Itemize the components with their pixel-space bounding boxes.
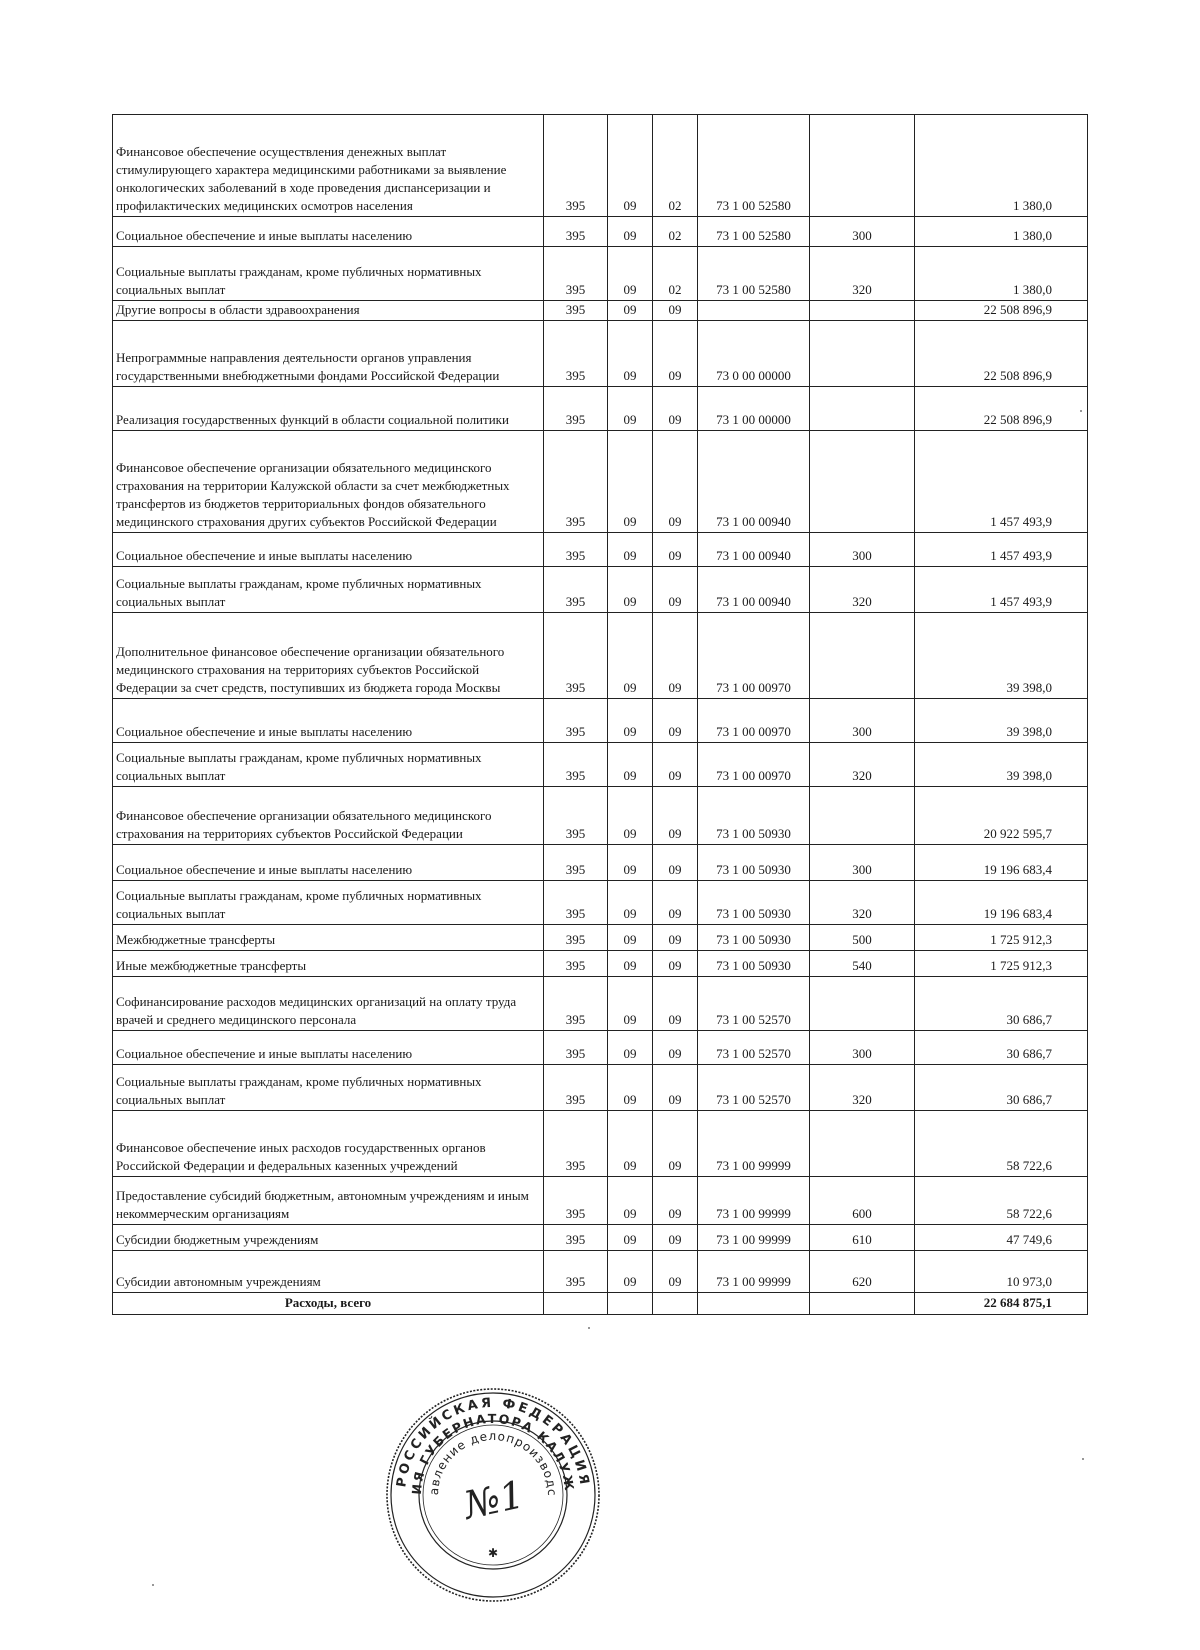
cell-vr: 320 [810,247,915,301]
cell-amount: 39 398,0 [915,699,1088,743]
cell-amount: 47 749,6 [915,1225,1088,1251]
cell-pr [653,1293,698,1315]
cell-ved: 395 [544,699,608,743]
seal-inner-text: авление делопроизводс [426,1428,560,1497]
cell-name: Субсидии бюджетным учреждениям [113,1225,544,1251]
cell-name: Финансовое обеспечение организации обязательного медицинского страхования на территории Калужской области за счет межбюджетных трансфертов из бюджетов территориальных фондов обязательного медицинского страхования других субъектов Российской Федерации [113,431,544,533]
cell-rz: 09 [608,881,653,925]
cell-rz: 09 [608,533,653,567]
cell-ved: 395 [544,1251,608,1293]
cell-csr: 73 1 00 52570 [698,1065,810,1111]
cell-amount: 22 508 896,9 [915,321,1088,387]
table-row [113,1225,1088,1251]
cell-vr [810,301,915,321]
cell-csr: 73 1 00 52580 [698,115,810,217]
cell-csr: 73 1 00 00940 [698,533,810,567]
cell-pr: 09 [653,951,698,977]
cell-ved: 395 [544,925,608,951]
cell-amount: 1 725 912,3 [915,951,1088,977]
cell-rz: 09 [608,387,653,431]
scan-speck [588,1327,590,1329]
cell-amount: 20 922 595,7 [915,787,1088,845]
cell-vr [810,977,915,1031]
cell-rz: 09 [608,1225,653,1251]
cell-amount: 1 380,0 [915,115,1088,217]
cell-csr: 73 1 00 52580 [698,217,810,247]
cell-pr: 02 [653,217,698,247]
cell-ved: 395 [544,1065,608,1111]
cell-csr: 73 0 00 00000 [698,321,810,387]
table-body [113,115,1088,1315]
scan-speck [1080,410,1082,412]
cell-rz: 09 [608,613,653,699]
cell-pr: 09 [653,1031,698,1065]
cell-rz: 09 [608,787,653,845]
cell-vr: 320 [810,1065,915,1111]
cell-ved: 395 [544,1225,608,1251]
cell-name: Социальное обеспечение и иные выплаты населению [113,699,544,743]
cell-pr: 09 [653,301,698,321]
scan-speck [1082,1458,1084,1460]
cell-ved: 395 [544,1031,608,1065]
cell-amount: 39 398,0 [915,613,1088,699]
cell-amount: 30 686,7 [915,1065,1088,1111]
cell-amount: 1 380,0 [915,247,1088,301]
cell-csr: 73 1 00 52570 [698,1031,810,1065]
cell-rz: 09 [608,1251,653,1293]
cell-amount: 1 380,0 [915,217,1088,247]
cell-rz [608,1293,653,1315]
cell-rz: 09 [608,301,653,321]
cell-name: Социальное обеспечение и иные выплаты населению [113,217,544,247]
cell-vr: 620 [810,1251,915,1293]
cell-ved: 395 [544,1177,608,1225]
cell-rz: 09 [608,1031,653,1065]
cell-amount: 39 398,0 [915,743,1088,787]
table-row [113,1065,1088,1111]
cell-pr: 09 [653,787,698,845]
cell-csr: 73 1 00 50930 [698,845,810,881]
cell-name: Социальные выплаты гражданам, кроме публичных нормативных социальных выплат [113,247,544,301]
table-row [113,387,1088,431]
cell-name: Финансовое обеспечение организации обязательного медицинского страхования на территориях субъектов Российской Федерации [113,787,544,845]
cell-vr: 300 [810,699,915,743]
cell-name: Социальные выплаты гражданам, кроме публичных нормативных социальных выплат [113,881,544,925]
cell-name: Финансовое обеспечение иных расходов государственных органов Российской Федерации и федеральных казенных учреждений [113,1111,544,1177]
cell-ved: 395 [544,321,608,387]
table-row [113,301,1088,321]
cell-vr [810,1293,915,1315]
cell-pr: 09 [653,743,698,787]
cell-csr: 73 1 00 50930 [698,881,810,925]
cell-csr: 73 1 00 99999 [698,1251,810,1293]
cell-csr: 73 1 00 00970 [698,613,810,699]
cell-vr: 300 [810,1031,915,1065]
cell-name: Межбюджетные трансферты [113,925,544,951]
cell-csr [698,301,810,321]
cell-ved: 395 [544,613,608,699]
cell-vr [810,431,915,533]
cell-name: Софинансирование расходов медицинских организаций на оплату труда врачей и среднего медицинского персонала [113,977,544,1031]
cell-rz: 09 [608,743,653,787]
cell-ved [544,1293,608,1315]
table-row [113,787,1088,845]
cell-csr: 73 1 00 00970 [698,743,810,787]
cell-csr: 73 1 00 00000 [698,387,810,431]
cell-rz: 09 [608,845,653,881]
cell-vr: 320 [810,881,915,925]
cell-rz: 09 [608,1111,653,1177]
table-row [113,567,1088,613]
cell-pr: 09 [653,699,698,743]
cell-amount: 58 722,6 [915,1111,1088,1177]
cell-name: Социальные выплаты гражданам, кроме публичных нормативных социальных выплат [113,1065,544,1111]
cell-rz: 09 [608,321,653,387]
cell-vr: 300 [810,533,915,567]
cell-rz: 09 [608,1177,653,1225]
table-row [113,1177,1088,1225]
table-row [113,613,1088,699]
cell-pr: 09 [653,431,698,533]
cell-amount: 19 196 683,4 [915,881,1088,925]
cell-pr: 09 [653,321,698,387]
cell-amount: 19 196 683,4 [915,845,1088,881]
cell-name: Социальные выплаты гражданам, кроме публичных нормативных социальных выплат [113,567,544,613]
table-row [113,881,1088,925]
cell-csr: 73 1 00 00940 [698,567,810,613]
table-row [113,1251,1088,1293]
scan-speck [152,1584,154,1586]
cell-ved: 395 [544,977,608,1031]
cell-csr: 73 1 00 50930 [698,925,810,951]
seal-graphic [383,1385,603,1605]
cell-amount: 22 508 896,9 [915,301,1088,321]
cell-pr: 09 [653,1111,698,1177]
cell-pr: 09 [653,881,698,925]
cell-ved: 395 [544,567,608,613]
seal-outer-text: РОССИЙСКАЯ ФЕДЕРАЦИЯ [394,1395,592,1489]
cell-vr: 500 [810,925,915,951]
cell-name: Иные межбюджетные трансферты [113,951,544,977]
cell-pr: 09 [653,1065,698,1111]
cell-rz: 09 [608,925,653,951]
table-row [113,951,1088,977]
table-row [113,699,1088,743]
seal-number: №1 [460,1472,529,1528]
cell-pr: 09 [653,533,698,567]
cell-pr: 09 [653,387,698,431]
cell-ved: 395 [544,387,608,431]
cell-pr: 02 [653,115,698,217]
cell-vr [810,387,915,431]
cell-name: Другие вопросы в области здравоохранения [113,301,544,321]
cell-rz: 09 [608,217,653,247]
cell-rz: 09 [608,431,653,533]
cell-pr: 02 [653,247,698,301]
cell-amount: 30 686,7 [915,1031,1088,1065]
total-label: Расходы, всего [113,1293,544,1315]
cell-ved: 395 [544,1111,608,1177]
cell-rz: 09 [608,115,653,217]
cell-ved: 395 [544,787,608,845]
cell-rz: 09 [608,1065,653,1111]
table-row [113,977,1088,1031]
cell-pr: 09 [653,613,698,699]
cell-csr: 73 1 00 00940 [698,431,810,533]
cell-pr: 09 [653,567,698,613]
cell-csr: 73 1 00 52580 [698,247,810,301]
cell-vr: 540 [810,951,915,977]
cell-vr [810,613,915,699]
table-row [113,845,1088,881]
cell-amount: 22 508 896,9 [915,387,1088,431]
cell-vr: 300 [810,845,915,881]
cell-amount: 30 686,7 [915,977,1088,1031]
cell-ved: 395 [544,951,608,977]
total-row [113,1293,1088,1315]
table-row [113,247,1088,301]
cell-csr: 73 1 00 00970 [698,699,810,743]
cell-ved: 395 [544,115,608,217]
cell-rz: 09 [608,699,653,743]
cell-vr: 610 [810,1225,915,1251]
cell-vr: 300 [810,217,915,247]
cell-ved: 395 [544,743,608,787]
cell-name: Непрограммные направления деятельности органов управления государственными внебюджетными фондами Российской Федерации [113,321,544,387]
cell-csr: 73 1 00 99999 [698,1225,810,1251]
cell-vr: 600 [810,1177,915,1225]
cell-pr: 09 [653,1251,698,1293]
cell-csr: 73 1 00 50930 [698,787,810,845]
cell-ved: 395 [544,431,608,533]
cell-name: Социальное обеспечение и иные выплаты населению [113,533,544,567]
seal-star-icon: ✱ [487,1546,499,1560]
seal-ring-text: ИЯ ГУБЕРНАТОРА КАЛУЖ [408,1410,578,1496]
table-row [113,1111,1088,1177]
table-row [113,431,1088,533]
cell-vr [810,321,915,387]
cell-vr [810,787,915,845]
cell-rz: 09 [608,567,653,613]
cell-csr: 73 1 00 99999 [698,1111,810,1177]
cell-csr: 73 1 00 99999 [698,1177,810,1225]
cell-rz: 09 [608,247,653,301]
cell-amount: 1 457 493,9 [915,533,1088,567]
cell-amount: 10 973,0 [915,1251,1088,1293]
cell-ved: 395 [544,247,608,301]
cell-pr: 09 [653,845,698,881]
cell-ved: 395 [544,533,608,567]
table-row [113,217,1088,247]
cell-name: Дополнительное финансовое обеспечение организации обязательного медицинского страхования на территориях субъектов Российской Федерации за счет средств, поступивших из бюджета города Москвы [113,613,544,699]
table-row [113,115,1088,217]
cell-ved: 395 [544,845,608,881]
cell-name: Социальные выплаты гражданам, кроме публичных нормативных социальных выплат [113,743,544,787]
table-row [113,743,1088,787]
cell-csr [698,1293,810,1315]
cell-amount: 58 722,6 [915,1177,1088,1225]
table-row [113,1031,1088,1065]
cell-vr [810,115,915,217]
cell-amount: 1 457 493,9 [915,567,1088,613]
cell-csr: 73 1 00 52570 [698,977,810,1031]
cell-name: Реализация государственных функций в области социальной политики [113,387,544,431]
cell-name: Субсидии автономным учреждениям [113,1251,544,1293]
cell-name: Социальное обеспечение и иные выплаты населению [113,845,544,881]
cell-ved: 395 [544,217,608,247]
cell-name: Социальное обеспечение и иные выплаты населению [113,1031,544,1065]
cell-ved: 395 [544,881,608,925]
cell-rz: 09 [608,977,653,1031]
cell-pr: 09 [653,1225,698,1251]
cell-vr [810,1111,915,1177]
cell-ved: 395 [544,301,608,321]
cell-pr: 09 [653,925,698,951]
cell-rz: 09 [608,951,653,977]
total-amount: 22 684 875,1 [915,1293,1088,1315]
cell-csr: 73 1 00 50930 [698,951,810,977]
cell-vr: 320 [810,743,915,787]
cell-pr: 09 [653,1177,698,1225]
cell-pr: 09 [653,977,698,1031]
official-seal [383,1385,603,1605]
cell-amount: 1 725 912,3 [915,925,1088,951]
cell-amount: 1 457 493,9 [915,431,1088,533]
cell-vr: 320 [810,567,915,613]
table-row [113,321,1088,387]
table-row [113,925,1088,951]
cell-name: Финансовое обеспечение осуществления денежных выплат стимулирующего характера медицинскими работниками за выявление онкологических заболеваний в ходе проведения диспансеризации и профилактических медицинских осмотров населения [113,115,544,217]
budget-table [112,114,1088,1315]
cell-name: Предоставление субсидий бюджетным, автономным учреждениям и иным некоммерческим организациям [113,1177,544,1225]
table-row [113,533,1088,567]
